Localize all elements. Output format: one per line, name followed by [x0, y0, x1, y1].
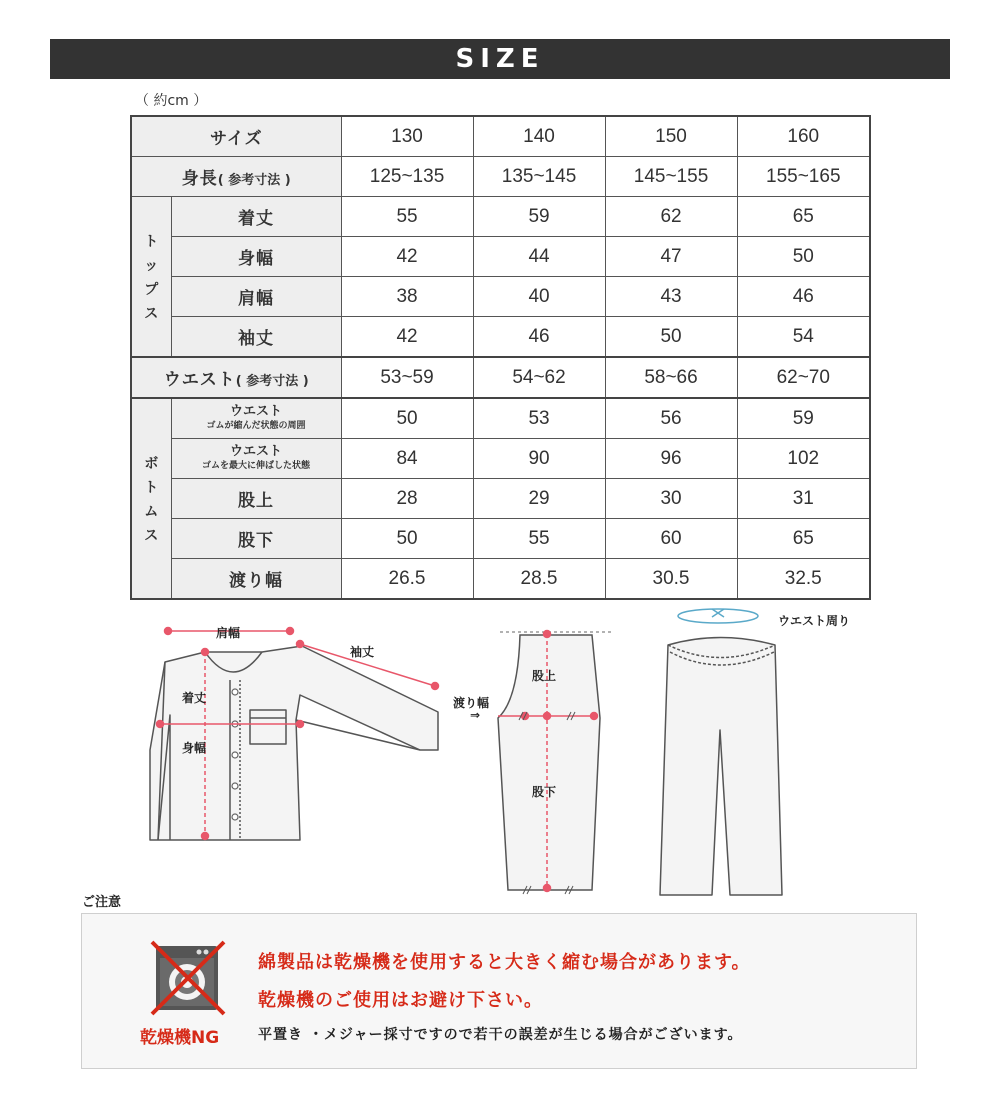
bottoms-row-inseam: [131, 519, 870, 559]
dryer-ng-icon: [148, 938, 228, 1018]
waist-arrow-icon: [678, 609, 758, 623]
table-cell: 59: [737, 398, 870, 439]
length-label: 着丈: [182, 691, 207, 705]
warning-line-2: 乾燥機のご使用はお避け下さい。: [258, 990, 543, 1011]
size-table: [130, 115, 871, 600]
tops-group-label: [131, 197, 171, 358]
table-cell: 60: [605, 519, 737, 559]
thigh-label: 渡り幅: [453, 696, 490, 710]
thigh-arrow: ⇒: [470, 708, 481, 722]
table-cell: 90: [473, 439, 605, 479]
tops-row-length: [131, 197, 870, 237]
table-cell: 50: [605, 317, 737, 358]
inseam-label: 股下: [532, 785, 557, 799]
bottoms-group-label: [131, 398, 171, 599]
table-cell: 65: [737, 519, 870, 559]
row-label: 渡り幅: [171, 559, 341, 600]
table-cell: 62: [605, 197, 737, 237]
table-cell: 96: [605, 439, 737, 479]
dryer-ng-label: 乾燥機NG: [140, 1028, 220, 1048]
table-cell: 55: [341, 197, 473, 237]
row-label: 股下: [171, 519, 341, 559]
table-cell: 32.5: [737, 559, 870, 600]
table-cell: 53~59: [341, 357, 473, 398]
row-label: ウエスト ゴムが縮んだ状態の周囲: [171, 398, 341, 439]
row-label: ウエスト ゴムを最大に伸ばした状態: [171, 439, 341, 479]
header-row: [131, 116, 870, 157]
row-label: 身幅: [171, 237, 341, 277]
bottoms-row-rise: [131, 479, 870, 519]
table-cell: 42: [341, 237, 473, 277]
bottoms-row-waist-stretched: [131, 439, 870, 479]
waist-row: [131, 357, 870, 398]
table-cell: 38: [341, 277, 473, 317]
table-cell: 55: [473, 519, 605, 559]
shoulder-label: 肩幅: [216, 626, 241, 640]
table-cell: 54~62: [473, 357, 605, 398]
table-cell: 31: [737, 479, 870, 519]
height-row: [131, 157, 870, 197]
row-label: 袖丈: [171, 317, 341, 358]
table-cell: 30.5: [605, 559, 737, 600]
unit-note: （ 約cm ）: [135, 93, 208, 109]
table-cell: 56: [605, 398, 737, 439]
bottoms-row-thigh: [131, 559, 870, 600]
size-160: 160: [737, 116, 870, 157]
table-cell: 84: [341, 439, 473, 479]
table-cell: 50: [737, 237, 870, 277]
size-header-label: サイズ: [131, 116, 341, 157]
table-cell: 102: [737, 439, 870, 479]
table-cell: 145~155: [605, 157, 737, 197]
table-cell: 44: [473, 237, 605, 277]
table-cell: 40: [473, 277, 605, 317]
group-label-text: ト ッ プ ス: [144, 232, 159, 321]
table-cell: 125~135: [341, 157, 473, 197]
tops-row-body-width: [131, 237, 870, 277]
body-width-label: 身幅: [182, 741, 207, 755]
waist-around-label: ウエスト周り: [778, 614, 851, 628]
group-label-text: ボ ト ム ス: [144, 454, 159, 543]
table-cell: 28.5: [473, 559, 605, 600]
table-cell: 53: [473, 398, 605, 439]
rise-label: 股上: [532, 669, 557, 683]
bottoms-row-waist-relaxed: [131, 398, 870, 439]
garment-diagram: [0, 600, 1000, 910]
table-cell: 50: [341, 398, 473, 439]
row-label: 着丈: [171, 197, 341, 237]
table-cell: 54: [737, 317, 870, 358]
warning-line-1: 綿製品は乾燥機を使用すると大きく縮む場合があります。: [258, 952, 751, 973]
tops-row-shoulder: [131, 277, 870, 317]
size-140: 140: [473, 116, 605, 157]
table-cell: 155~165: [737, 157, 870, 197]
table-cell: 135~145: [473, 157, 605, 197]
table-cell: 46: [737, 277, 870, 317]
table-cell: 62~70: [737, 357, 870, 398]
table-cell: 26.5: [341, 559, 473, 600]
measurement-note: 平置き ・メジャー採寸ですので若干の誤差が生じる場合がございます。: [258, 1027, 743, 1043]
table-cell: 50: [341, 519, 473, 559]
row-label: 肩幅: [171, 277, 341, 317]
table-cell: 65: [737, 197, 870, 237]
size-150: 150: [605, 116, 737, 157]
table-cell: 59: [473, 197, 605, 237]
table-cell: 30: [605, 479, 737, 519]
table-cell: 47: [605, 237, 737, 277]
notes-title: ご注意: [82, 895, 122, 910]
table-cell: 46: [473, 317, 605, 358]
table-cell: 29: [473, 479, 605, 519]
row-label: 股上: [171, 479, 341, 519]
waist-label: ウエスト( 参考寸法 ): [131, 357, 341, 398]
table-cell: 28: [341, 479, 473, 519]
height-label: 身長( 参考寸法 ): [131, 157, 341, 197]
sleeve-label: 袖丈: [350, 645, 375, 659]
size-130: 130: [341, 116, 473, 157]
tops-row-sleeve: [131, 317, 870, 358]
table-cell: 58~66: [605, 357, 737, 398]
pants-front-illustration: [660, 638, 782, 896]
table-cell: 42: [341, 317, 473, 358]
size-banner: SIZE: [50, 39, 950, 79]
table-cell: 43: [605, 277, 737, 317]
